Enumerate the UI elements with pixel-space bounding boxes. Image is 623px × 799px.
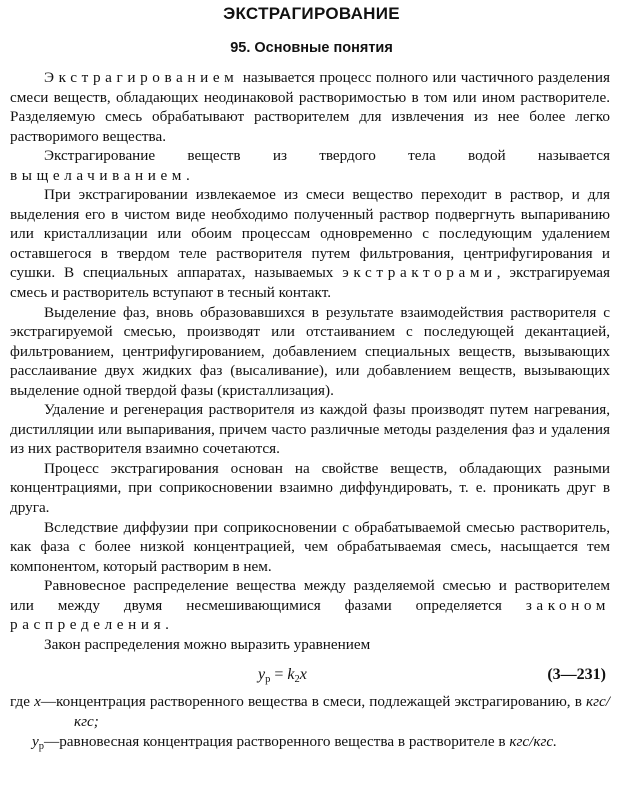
definition-x: где x—концентрация растворенного вещества в смеси, подлежащей экстрагированию, в кгс/кгс; xyxy=(10,693,610,730)
page-body xyxy=(10,68,610,756)
paragraph-diffusion: Вследствие диффузии при соприкосновении с обрабатываемой смесью растворитель, как фаза с более низкой концентрацией, чем обрабатываемая смесь, насыщается тем компонентом, который растворим в нем. xyxy=(10,518,610,575)
paragraph-phase-separation: Выделение фаз, вновь образовавшихся в результате взаимодействия растворителя с экстрагируемой смесью, производят или отстаиванием с последующей декантацией, фильтрованием, центрифугированием, добавлением специальных веществ, вызывающих расслаивание двух жидких фаз (высаливание), или добавлением веществ, вызывающих выделение одной твердой фазы (кристаллизация). xyxy=(10,303,610,399)
paragraph-leaching xyxy=(10,146,610,185)
paragraph-equilibrium xyxy=(10,576,610,635)
equation-expression: $y_р = k_2x$ xyxy=(258,666,307,686)
paragraph-text: называется процесс полного или частичного разделения смеси веществ, обладающих неодинаковой растворимостью в том или ином растворителе. Разделяемую смесь обрабатывают растворителем для извлечения из нее более легко растворимого вещества. xyxy=(10,69,610,145)
term-extractors: экстракторами xyxy=(342,264,497,282)
equation-3-231 xyxy=(10,660,610,690)
equation-number: (3—231) xyxy=(547,666,606,684)
section-title: 95. Основные понятия xyxy=(230,40,393,56)
paragraph-definition xyxy=(10,68,610,146)
chapter-title: ЭКСТРАГИРОВАНИЕ xyxy=(223,4,400,23)
term-leaching: выщелачиванием. xyxy=(10,166,195,184)
paragraph-text: , экстрагируемая смесь и растворитель вступают в тесный контакт. xyxy=(10,264,610,302)
paragraph-text: При экстрагировании извлекаемое из смеси вещество переходит в раствор, и для выделения его в чистом виде необходимо полученный раствор подвергнуть выпариванию или кристаллизации или обоим процессам одновременно с последующим удалением оставшегося в твердом теле растворителя путем фильтрования, центрифугирования и сушки. В специальных аппаратах, называемых xyxy=(10,186,610,282)
paragraph-text: Экстрагирование веществ из твердого тела водой называется xyxy=(44,147,610,165)
definition-yp: $y_р—равновесная$ концентрация растворенного вещества в растворителе в кгс/кгс. xyxy=(32,732,557,752)
paragraph-law: Закон распределения можно выразить уравнением xyxy=(44,635,371,653)
paragraph-process xyxy=(10,185,610,302)
term-distribution-law: законом распределения. xyxy=(10,596,610,634)
symbol-definitions xyxy=(10,692,610,756)
term-extraction: Экстрагированием xyxy=(44,69,239,86)
paragraph-diffusion-basis: Процесс экстрагирования основан на свойстве веществ, обладающих разными концентрациями, при соприкосновении взаимно диффундировать, т. е. проникать друг в друга. xyxy=(10,459,610,517)
paragraph-text: Равновесное распределение вещества между разделяемой смесью и растворителем или между двумя несмешивающимися фазами определяется xyxy=(10,577,610,614)
paragraph-regeneration: Удаление и регенерация растворителя из каждой фазы производят путем нагревания, дистилляции или выпаривания, причем часто различные методы разделения фаз и удаления из них растворителя взаимно сочетаются. xyxy=(10,401,610,458)
